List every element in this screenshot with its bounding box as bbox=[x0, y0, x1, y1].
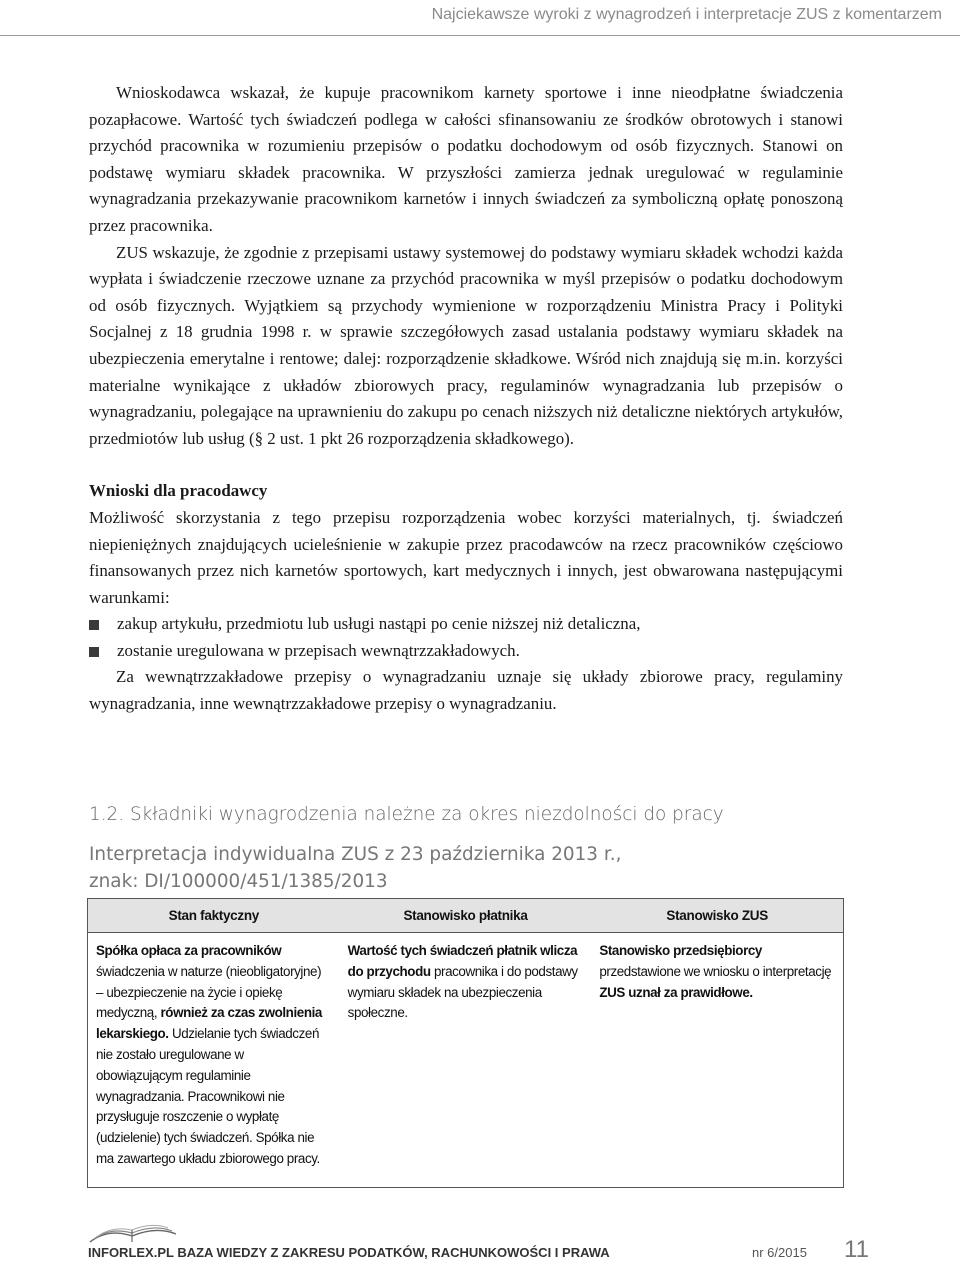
interpretation-ref-number: znak: DI/100000/451/1385/2013 bbox=[89, 871, 388, 892]
cell-bold-text: również za czas zwolnienia lekarskiego. bbox=[96, 1005, 322, 1042]
article-body bbox=[89, 80, 843, 718]
page-number: 11 bbox=[844, 1236, 869, 1263]
cell-zus-position bbox=[591, 933, 843, 1189]
comparison-table bbox=[87, 898, 844, 1188]
running-header bbox=[0, 0, 960, 36]
table-header-row bbox=[88, 899, 843, 933]
table-row bbox=[88, 933, 843, 1189]
cell-bold-text: Spółka opłaca za pracowników bbox=[96, 943, 282, 958]
square-bullet-icon bbox=[89, 620, 99, 630]
header-stanowisko-platnika: Stanowisko płatnika bbox=[403, 908, 528, 923]
list-item bbox=[89, 611, 843, 638]
list-item-text: zostanie uregulowana w przepisach wewnątrzzakładowych. bbox=[117, 640, 520, 660]
cell-text: pracownika i do podstawy wymiaru składek na ubezpieczenia społeczne. bbox=[347, 963, 578, 1021]
header-stanowisko-zus: Stanowisko ZUS bbox=[666, 908, 768, 923]
cell-text: Udzielanie tych świadczeń nie zostało uregulowane w obowiązującym regulaminie wynagradzania. Pracownikowi nie przysługuje roszczenie o wypłatę (udzielenie) tych świadczeń. Spółka nie ma zawartego układu zbiorowego pracy. bbox=[96, 1026, 320, 1166]
list-item-text: zakup artykułu, przedmiotu lub usługi nastąpi po cenie niższej niż detaliczna, bbox=[117, 614, 641, 634]
footer-issue: nr 6/2015 bbox=[752, 1245, 807, 1260]
subsection-title: 1.2. Składniki wynagrodzenia należne za okres niezdolności do pracy bbox=[89, 804, 724, 825]
cell-bold-text: Stanowisko przedsiębiorcy bbox=[599, 943, 762, 958]
cell-bold-text: ZUS uznał za prawidłowe. bbox=[599, 984, 753, 1000]
cell-text: przedstawione we wniosku o interpretację bbox=[599, 963, 832, 979]
cell-bold-text: Wartość tych świadczeń płatnik wlicza do przychodu bbox=[347, 943, 578, 979]
cell-facts bbox=[88, 933, 340, 1189]
conclusions-heading: Wnioski dla pracodawcy bbox=[89, 481, 268, 501]
interpretation-title: Interpretacja indywidualna ZUS z 23 października 2013 r., bbox=[89, 844, 622, 865]
conditions-list bbox=[89, 611, 843, 664]
conclusions-closing: Za wewnątrzzakładowe przepisy o wynagradzaniu uznaje się układy zbiorowe pracy, regulaminy wynagradzania, inne wewnątrzzakładowe przepisy o wynagradzaniu. bbox=[89, 667, 843, 714]
square-bullet-icon bbox=[89, 647, 99, 657]
interpretation-reference bbox=[89, 841, 621, 895]
cell-text: świadczenia w naturze (nieobligatoryjne) – ubezpieczenie na życie i opiekę medyczną, bbox=[96, 963, 322, 1021]
book-logo-icon bbox=[88, 1222, 178, 1244]
list-item bbox=[89, 638, 843, 665]
header-stan-faktyczny: Stan faktyczny bbox=[168, 908, 259, 923]
footer-brand: INFORLEX.PL BAZA WIEDZY Z ZAKRESU PODATKÓW, RACHUNKOWOŚCI I PRAWA bbox=[88, 1245, 610, 1260]
running-header-title: Najciekawsze wyroki z wynagrodzeń i interpretacje ZUS z komentarzem bbox=[431, 6, 942, 23]
cell-payer-position bbox=[340, 933, 592, 1189]
conclusions-intro: Możliwość skorzystania z tego przepisu rozporządzenia wobec korzyści materialnych, tj. świadczeń niepieniężnych znajdujących ucieleśnienie w zakupie przez pracodawców na rzecz pracowników częściowo finansowanych przez nich karnetów sportowych, kart medycznych i innych, jest obwarowana następującymi warunkami: bbox=[89, 507, 843, 607]
paragraph-zus-position: ZUS wskazuje, że zgodnie z przepisami ustawy systemowej do podstawy wymiaru składek wchodzi każda wypłata i świadczenie rzeczowe uznane za przychód pracownika w myśl przepisów o podatku dochodowym od osób fizycznych. Wyjątkiem są przychody wymienione w rozporządzeniu Ministra Pracy i Polityki Socjalnej z 18 grudnia 1998 r. w sprawie szczegółowych zasad ustalania podstawy wymiaru składek na ubezpieczenia emerytalne i rentowe; dalej: rozporządzenie składkowe. Wśród nich znajdują się m.in. korzyści materialne wynikające z układów zbiorowych pracy, regulaminów wynagradzania lub przepisów o wynagradzaniu, polegające na uprawnieniu do zakupu po cenach niższych niż detaliczne niektórych artykułów, przedmiotów lub usług (§ 2 ust. 1 pkt 26 rozporządzenia składkowego). bbox=[89, 242, 843, 448]
paragraph-applicant: Wnioskodawca wskazał, że kupuje pracownikom karnety sportowe i inne nieodpłatne świadczenia pozapłacowe. Wartość tych świadczeń podlega w całości sfinansowaniu ze środków obrotowych i stanowi przychód pracownika w rozumieniu przepisów o podatku dochodowym od osób fizycznych. Stanowi on podstawę wymiaru składek pracownika. W przyszłości zamierza jednak uregulować w regulaminie wynagradzania przekazywanie pracownikom karnetów i innych świadczeń za symboliczną opłatę ponoszoną przez pracownika. bbox=[89, 83, 843, 235]
